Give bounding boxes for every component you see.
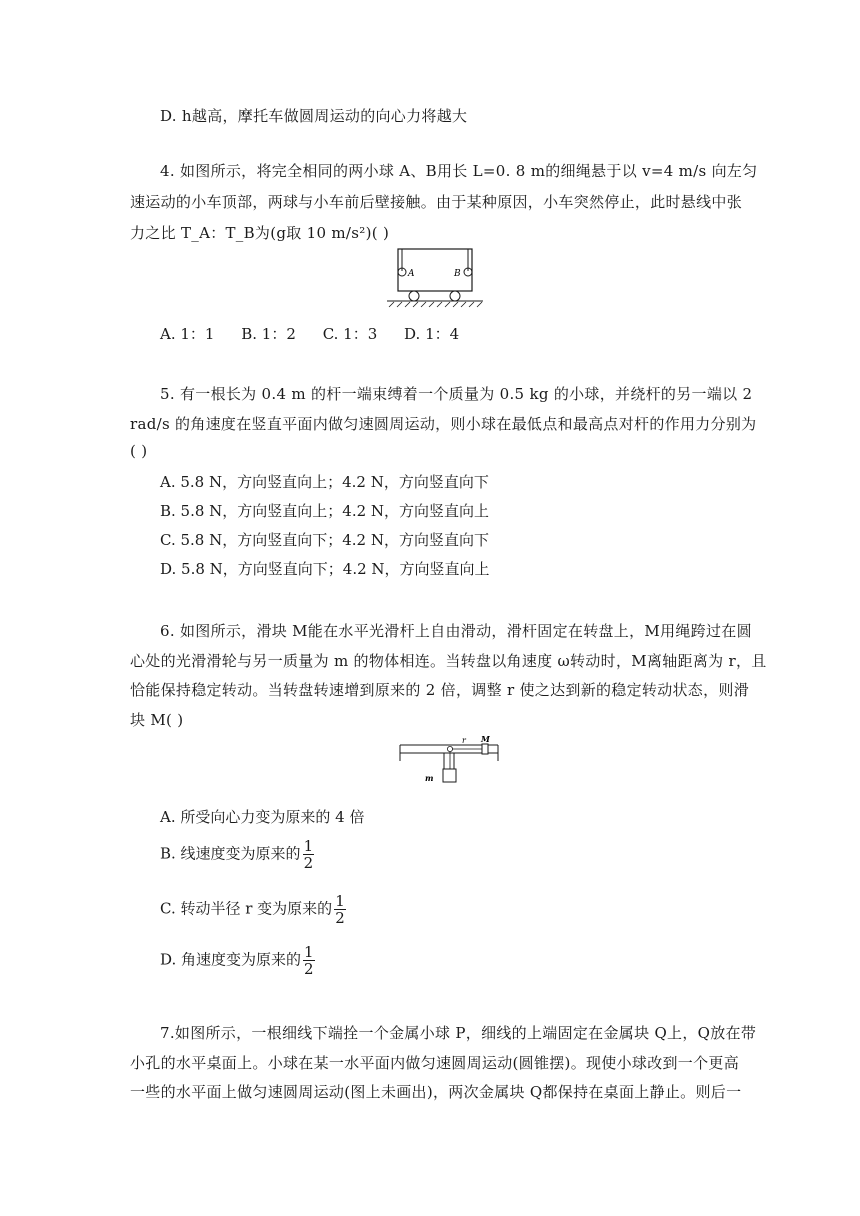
q4-cart-figure bbox=[385, 247, 485, 309]
q6-option-b-text: B. 线速度变为原来的 bbox=[160, 844, 301, 863]
q6-option-a: A. 所受向心力变为原来的 4 倍 bbox=[160, 808, 365, 826]
q7-text-line-3: 一些的水平面上做匀速圆周运动(图上未画出)，两次金属块 Q都保持在桌面上静止。则后一 bbox=[130, 1083, 742, 1101]
q5-text-line-2: rad/s 的角速度在竖直平面内做匀速圆周运动，则小球在最低点和最高点对杆的作用力分别为 bbox=[130, 415, 757, 433]
q6-option-d bbox=[160, 944, 315, 977]
q4-options bbox=[160, 323, 459, 344]
q6-label-r: r bbox=[462, 736, 466, 745]
q6-text-line-3: 恰能保持稳定转动。当转盘转速增到原来的 2 倍，调整 r 使之达到新的稳定转动状态，则滑 bbox=[130, 681, 749, 699]
q6-text-line-1: 6. 如图所示，滑块 M能在水平光滑杆上自由滑动，滑杆固定在转盘上，M用绳跨过在圆 bbox=[160, 622, 752, 640]
fraction-one-half: $\frac{1}{2}$ bbox=[335, 892, 345, 927]
q4-text-line-2: 速运动的小车顶部，两球与小车前后壁接触。由于某种原因，小车突然停止，此时悬线中张 bbox=[130, 193, 743, 211]
q6-option-d-text: D. 角速度变为原来的 bbox=[160, 950, 302, 969]
q4-option-c: C. 1：3 bbox=[322, 325, 378, 343]
fraction-one-half: $\frac{1}{2}$ bbox=[303, 837, 314, 872]
q5-option-d: D. 5.8 N，方向竖直向下；4.2 N，方向竖直向上 bbox=[160, 560, 490, 578]
q7-text-line-2: 小孔的水平桌面上。小球在某一水平面内做匀速圆周运动(圆锥摆)。现使小球改到一个更高 bbox=[130, 1054, 740, 1072]
q6-text-line-2: 心处的光滑滑轮与另一质量为 m 的物体相连。当转盘以角速度 ω转动时，M离轴距离为 r，且 bbox=[130, 652, 767, 670]
q7-text-line-1: 7.如图所示，一根细线下端拴一个金属小球 P，细线的上端固定在金属块 Q上，Q放在带 bbox=[160, 1024, 757, 1042]
q4-text-line-1: 4. 如图所示，将完全相同的两小球 A、B用长 L=0. 8 m的细绳悬于以 v=4 m/s 向左匀 bbox=[160, 162, 758, 180]
q5-text-line-3: ( ) bbox=[130, 442, 148, 460]
q6-option-c-text: C. 转动半径 r 变为原来的 bbox=[160, 899, 333, 918]
q6-turntable-figure bbox=[398, 735, 502, 793]
q6-text-line-4: 块 M( ) bbox=[130, 711, 184, 729]
q6-label-m: m bbox=[425, 773, 434, 783]
q6-label-M: M bbox=[481, 735, 490, 744]
q4-label-b: B bbox=[454, 269, 461, 279]
fraction-one-half: $\frac{1}{2}$ bbox=[304, 943, 314, 978]
q3-option-d: D. h越高，摩托车做圆周运动的向心力将越大 bbox=[160, 107, 468, 125]
q5-option-c: C. 5.8 N，方向竖直向下；4.2 N，方向竖直向下 bbox=[160, 531, 489, 549]
q4-label-a: A bbox=[408, 269, 415, 279]
q4-option-b: B. 1：2 bbox=[241, 325, 296, 343]
q5-option-b: B. 5.8 N，方向竖直向上；4.2 N，方向竖直向上 bbox=[160, 502, 490, 520]
q5-text-line-1: 5. 有一根长为 0.4 m 的杆一端束缚着一个质量为 0.5 kg 的小球，并绕杆的另一端以 2 bbox=[160, 385, 753, 403]
q6-option-c bbox=[160, 893, 346, 926]
q4-option-a: A. 1：1 bbox=[160, 325, 215, 343]
q4-option-d: D. 1：4 bbox=[404, 325, 460, 343]
q6-option-b bbox=[160, 838, 314, 871]
q5-option-a: A. 5.8 N，方向竖直向上；4.2 N，方向竖直向下 bbox=[160, 473, 489, 491]
q4-text-line-3: 力之比 T_A：T_B为(g取 10 m/s²)( ) bbox=[130, 224, 390, 242]
